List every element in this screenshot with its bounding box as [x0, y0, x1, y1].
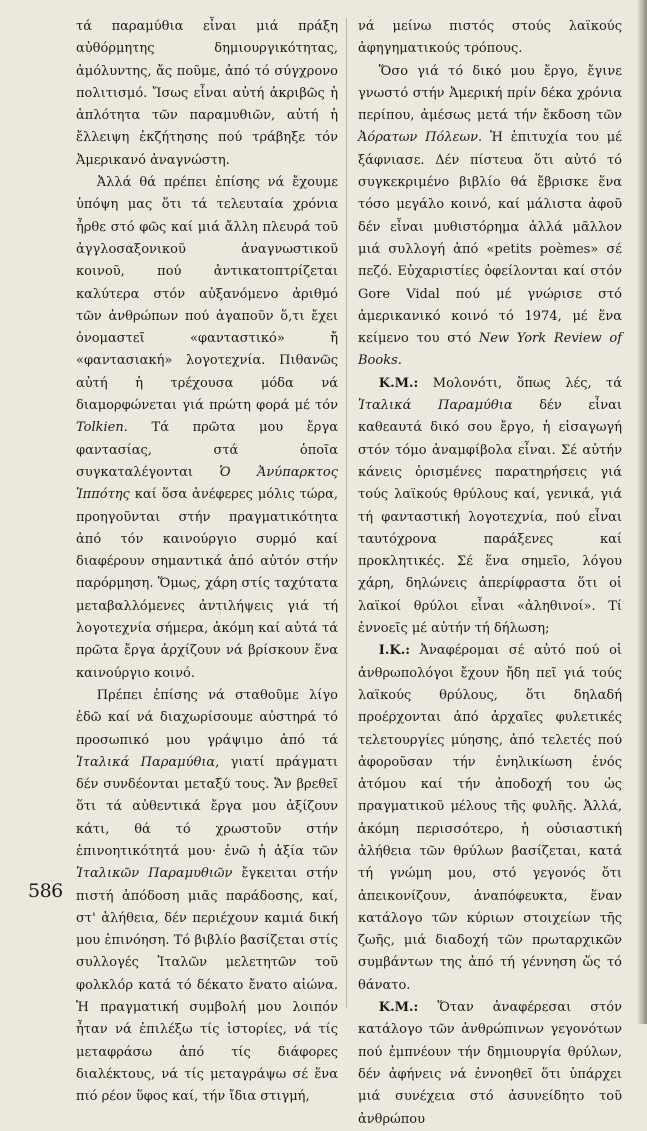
page-number: 586: [28, 880, 63, 902]
italic-title: New York Review of Books: [358, 331, 622, 369]
paragraph: [76, 172, 338, 685]
italic-title: Tolkien: [76, 420, 124, 436]
text-run: Ἀλλά θά πρέπει ἐπίσης νά ἔχουμε ὑπόψη μας ὅτι τά τελευταία χρόνια ἦρθε στό φῶς καί μιά ἄλλη πλευρά τοῦ ἀγγλοσαξονικοῦ ἀναγνωστικοῦ κοινοῦ, πού ἀντικατοπτρίζεται καλύτερα στόν αὐξανόμενο ἀριθμό τῶν ἀνθρώπων πού ἀγαποῦν ὅ,τι ἔχει ὀνομαστεῖ «φανταστικό» ἤ «φαντασιακή» λογοτεχνία. Πιθανῶς αὐτή ἡ τρέχουσα μόδα νά διαμορφώνεται γιά πρώτη φορά μέ τόν: [76, 175, 338, 414]
italic-title: Ἀόρατων Πόλεων: [358, 130, 479, 146]
paragraph: [358, 997, 622, 1131]
text-run: νά μείνω πιστός στούς λαϊκούς ἀφηγηματικούς τρόπους.: [358, 19, 622, 57]
italic-title: Ἰταλικά Παραμύθια: [76, 754, 216, 770]
column-divider: [346, 18, 347, 1008]
speaker-label: Κ.Μ.:: [378, 1000, 419, 1016]
italic-title: Ὁ Ἀνύπαρκτος Ἱππότης: [76, 464, 338, 503]
speaker-label: Ι.Κ.:: [378, 643, 411, 659]
text-run: . Τά πρῶτα μου ἔργα φαντασίας, στά ὁποῖα συγκαταλέγονται: [76, 420, 338, 480]
left-text-column: [76, 16, 338, 1109]
paragraph: [76, 685, 338, 1109]
paragraph: [76, 16, 338, 172]
text-run: Ὅταν ἀναφέρεσαι στόν κατάλογο τῶν ἀνθρώπινων γεγονότων πού ἐμπνέουν τήν δημιουργία θρύλων, δέν ἀφήνεις νά ἐννοηθεῖ ὅτι ὑπάρχει μιά συνέχεια στό ἀσυνείδητο τοῦ ἀνθρώπου: [358, 1000, 622, 1127]
text-run: , γιατί πράγματι δέν συνδέονται μεταξύ τους. Ἄν βρεθεῖ ὅτι τά αὐθεντικά ἔργα μου ἀξίζουν κάτι, θά τό χρωστοῦν στήν ἐπινοητικότητά μου· ἐνῶ ἡ ἀξία τῶν: [76, 754, 338, 859]
italic-title: Ἰταλικά Παραμύθια: [358, 398, 513, 414]
text-run: ἔγκειται στήν πιστή ἀπόδοση μιᾶς παράδοσης, καί, στ' ἀλήθεια, δέν περιέχουν καμιά δική μου ἐπινόηση. Τό βιβλίο βασίζεται στίς συλλογές Ἰταλῶν μελετητῶν τοῦ φολκλόρ κατά τό δέκατο ἔνατο αἰώνα. Ἡ πραγματική συμβολή μου λοιπόν ἦταν νά ἐπιλέξω τίς ἱστορίες, νά τίς μεταφράσω ἀπό τίς διάφορες διαλέκτους, νά τίς μεταγράψω σέ ἕνα πιό ρέον ὕφος καί, τήν ἴδια στιγμή,: [76, 866, 338, 1105]
text-run: . Ἡ ἐπιτυχία του μέ ξάφνιασε. Δέν πίστευα ὅτι αὐτό τό συγκεκριμένο βιβλίο θά ἔβρισκε ἕνα τόσο μεγάλο κοινό, καί μάλιστα ἀφοῦ δέν εἶναι μυθιστόρημα ἀλλά μᾶλλον μιά συλλογή ἀπό «petits poèmes» σέ πεζό. Εὐχαριστίες ὀφείλονται καί στόν Gore Vidal πού μέ γνώρισε στό ἀμερικανικό κοινό τό 1974, μέ ἕνα κείμενο του στό: [358, 130, 622, 347]
text-run: .: [397, 353, 402, 369]
paragraph: [358, 640, 622, 997]
page-edge-shadow: [637, 0, 647, 1024]
text-run: Ἀναφέρομαι σέ αὐτό πού οἱ ἀνθρωπολόγοι ἔχουν ἤδη πεῖ γιά τούς λαϊκούς θρύλους, ὅτι δηλαδή προέρχονται ἀπό ἀρχαῖες φυλετικές τελετουργίες μύησης, ἀπό τελετές πού ἀφοροῦσαν τήν ἐνηλικίωση ἑνός ἀτόμου καί τήν ἀποδοχή του ὡς πραγματικοῦ μέλους τῆς φυλῆς. Ἀλλά, ἀκόμη περισσότερο, ἡ οὐσιαστική ἀλήθεια τῶν θρύλων βασίζεται, κατά τή γνώμη μου, στό γεγονός ὅτι ἀπεικονίζουν, ἀναπόφευκτα, ἕναν κατάλογο τῶν κύριων στοιχείων τῆς ζωῆς, μιά διαδοχή τῶν πρωταρχικῶν συμβάντων της ἀπό τή γέννηση ὥς τό θάνατο.: [358, 643, 622, 993]
text-run: τά παραμύθια εἶναι μιά πράξη αὐθόρμητης δημιουργικότητας, ἀμόλυντης, ἄς ποῦμε, ἀπό τό σύγχρονο πολιτισμό. Ἴσως εἶναι αὐτή ἀκριβῶς ἡ ἁπλότητα τῶν παραμυθιῶν, αὐτή ἡ ἔλλειψη ἐκζήτησης πού τράβηξε τόν Ἀμερικανό ἀναγνώστη.: [76, 19, 338, 168]
text-run: δέν εἶναι καθεαυτά δικό σου ἔργο, ἡ εἰσαγωγή στόν τόμο ἀναμφίβολα εἶναι. Σέ αὐτήν κάνεις ὁρισμένες παρατηρήσεις γιά τούς λαϊκούς θρύλους καί, γενικά, γιά τή φανταστική λογοτεχνία, πού εἶναι ταυτόχρονα παράξενες καί προκλητικές. Σέ ἕνα σημεῖο, λόγου χάρη, δηλώνεις ἀπερίφραστα ὅτι οἱ λαϊκοί θρύλοι εἶναι «ἀληθινοί». Τί ἐννοεῖς μέ αὐτήν τή δήλωση;: [358, 398, 622, 637]
italic-title: Ἰταλικῶν Παραμυθιῶν: [76, 866, 233, 882]
text-run: Μολονότι, ὅπως λές, τά: [418, 375, 622, 391]
paragraph: [358, 373, 622, 641]
text-run: καί ὅσα ἀνέφερες μόλις τώρα, προηγοῦνται στήν πραγματικότητα ἀπό τόν καινούργιο συρμό καί διαφέρουν σημαντικά ἀπό αὐτόν στήν παρόρμηση. Ὅμως, χάρη στίς ταχύτατα μεταβαλλόμενες ἀντιλήψεις γιά τή λογοτεχνία σήμερα, ἀκόμη καί αὐτά τά πρῶτα ἔργα ἀρχίζουν νά βρίσκουν ἕνα καινούργιο κοινό.: [76, 487, 338, 681]
speaker-label: Κ.Μ.:: [378, 375, 419, 391]
text-run: Ὅσο γιά τό δικό μου ἔργο, ἔγινε γνωστό στήν Ἀμερική πρίν δέκα χρόνια περίπου, ἀμέσως μετά τήν ἔκδοση τῶν: [358, 63, 622, 124]
paragraph: [358, 61, 622, 373]
paragraph: [358, 16, 622, 61]
right-text-column: [358, 16, 622, 1131]
text-run: Πρέπει ἐπίσης νά σταθοῦμε λίγο ἐδῶ καί νά διαχωρίσουμε αὐστηρά τό προσωπικό μου γράψιμο ἀπό τά: [76, 687, 338, 748]
